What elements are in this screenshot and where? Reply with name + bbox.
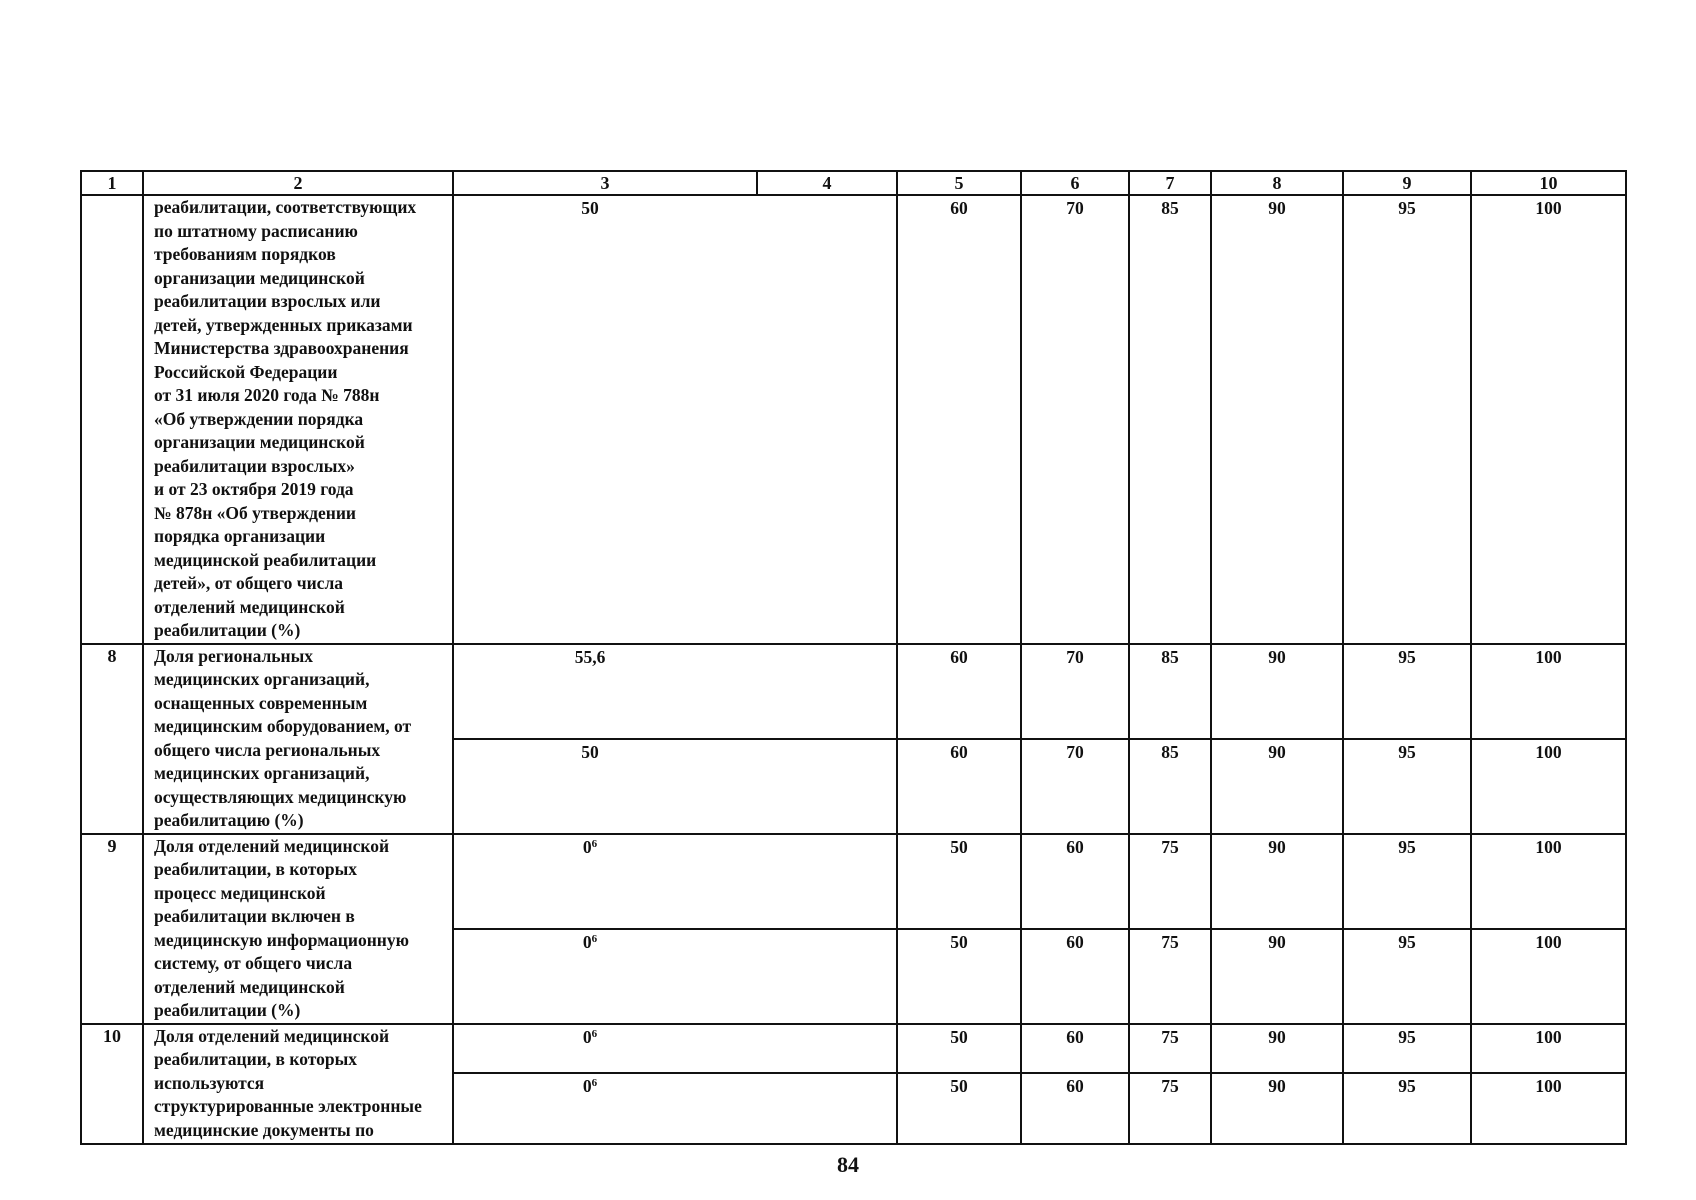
value-cell: 60 [1021, 929, 1129, 1024]
row-description [143, 834, 453, 1024]
description-line: организации медицинской [154, 432, 365, 452]
description-line: медицинским оборудованием, от [154, 716, 412, 736]
base-value: 0 [582, 931, 592, 952]
description-line: систему, от общего числа [154, 953, 353, 973]
header-cell: 9 [1343, 171, 1471, 195]
description-line: общего числа региональных [154, 739, 381, 760]
value-cell: 95 [1343, 644, 1471, 739]
description-line: «Об утверждении порядка [154, 408, 364, 429]
description-line: Российской Федерации [154, 361, 338, 382]
value-cell: 60 [1021, 834, 1129, 929]
row-description [143, 1024, 453, 1144]
table-row [81, 834, 1626, 929]
value-cell: 95 [1343, 834, 1471, 929]
value-cell: 95 [1343, 929, 1471, 1024]
description-line: Доля отделений медицинской [154, 1025, 390, 1046]
value-cell: 100 [1471, 929, 1626, 1024]
description-line: реабилитации включен в [154, 906, 355, 926]
footnote-mark: 6 [591, 837, 598, 850]
value-cell: 75 [1129, 1024, 1211, 1073]
description-line: от 31 июля 2020 года № 788н [154, 385, 380, 405]
header-cell: 3 [453, 171, 757, 195]
description-line: № 878н «Об утверждении [154, 502, 357, 523]
table-row [81, 644, 1626, 739]
header-cell: 7 [1129, 171, 1211, 195]
base-value: 50 [581, 741, 599, 762]
value-cell: 100 [1471, 834, 1626, 929]
header-cell: 4 [757, 171, 897, 195]
value-cell: 60 [1021, 1073, 1129, 1144]
value-cell: 100 [1471, 739, 1626, 834]
value-cell: 60 [897, 644, 1021, 739]
description-line: медицинской реабилитации [154, 549, 377, 570]
value-cell: 70 [1021, 644, 1129, 739]
row-number [81, 195, 143, 644]
header-cell: 1 [81, 171, 143, 195]
value-cell: 90 [1211, 195, 1343, 644]
description-line: реабилитацию (%) [154, 810, 304, 830]
base-value: 0 [582, 836, 592, 857]
description-line: по штатному расписанию [154, 220, 358, 241]
table-row [81, 195, 1626, 644]
description-line: Доля отделений медицинской [154, 835, 390, 856]
value-cell: 70 [1021, 739, 1129, 834]
row-number: 9 [81, 834, 143, 1024]
base-value-cell [453, 1024, 897, 1073]
description-line: осуществляющих медицинскую [154, 786, 407, 807]
footnote-mark: 6 [591, 932, 598, 945]
description-line: оснащенных современным [154, 692, 368, 713]
value-cell: 90 [1211, 1024, 1343, 1073]
value-cell: 85 [1129, 195, 1211, 644]
base-value: 0 [582, 1026, 592, 1047]
value-cell: 90 [1211, 644, 1343, 739]
description-line: реабилитации, в которых [154, 1049, 358, 1069]
value-cell: 95 [1343, 1024, 1471, 1073]
value-cell: 60 [1021, 1024, 1129, 1073]
base-value-cell [453, 644, 897, 739]
row-number: 8 [81, 644, 143, 834]
indicators-table [80, 170, 1627, 1145]
base-value-cell [453, 834, 897, 929]
base-value-cell [453, 1073, 897, 1144]
value-cell: 75 [1129, 929, 1211, 1024]
value-cell: 60 [897, 739, 1021, 834]
footnote-mark: 6 [591, 1027, 598, 1040]
description-line: реабилитации, соответствующих [154, 197, 417, 217]
value-cell: 100 [1471, 1024, 1626, 1073]
value-cell: 90 [1211, 1073, 1343, 1144]
header-cell: 6 [1021, 171, 1129, 195]
value-cell: 100 [1471, 1073, 1626, 1144]
description-line: организации медицинской [154, 267, 365, 288]
value-cell: 100 [1471, 195, 1626, 644]
value-cell: 50 [897, 1024, 1021, 1073]
description-line: медицинских организаций, [154, 669, 370, 689]
description-line: реабилитации (%) [154, 620, 301, 640]
description-line: медицинскую информационную [154, 929, 409, 950]
value-cell: 95 [1343, 739, 1471, 834]
description-line: порядка организации [154, 526, 326, 546]
value-cell: 70 [1021, 195, 1129, 644]
value-cell: 50 [897, 929, 1021, 1024]
description-line: структурированные электронные [154, 1096, 422, 1116]
header-cell: 5 [897, 171, 1021, 195]
value-cell: 50 [897, 1073, 1021, 1144]
description-line: Министерства здравоохранения [154, 338, 409, 358]
value-cell: 90 [1211, 739, 1343, 834]
description-line: отделений медицинской [154, 596, 345, 617]
base-value: 55,6 [574, 646, 606, 667]
table-row [81, 1024, 1626, 1073]
value-cell: 75 [1129, 834, 1211, 929]
row-number: 10 [81, 1024, 143, 1144]
value-cell: 95 [1343, 195, 1471, 644]
value-cell: 75 [1129, 1073, 1211, 1144]
description-line: реабилитации взрослых или [154, 291, 381, 311]
description-line: процесс медицинской [154, 882, 326, 903]
description-line: требованиям порядков [154, 244, 336, 264]
value-cell: 60 [897, 195, 1021, 644]
footnote-mark: 6 [591, 1076, 598, 1089]
base-value-cell [453, 739, 897, 834]
base-value-cell [453, 195, 897, 644]
description-line: и от 23 октября 2019 года [154, 479, 354, 499]
row-description [143, 195, 453, 644]
description-line: используются [154, 1072, 265, 1093]
base-value: 50 [581, 198, 599, 218]
description-line: реабилитации взрослых» [154, 455, 355, 476]
value-cell: 50 [897, 834, 1021, 929]
value-cell: 95 [1343, 1073, 1471, 1144]
value-cell: 90 [1211, 929, 1343, 1024]
header-cell: 10 [1471, 171, 1626, 195]
page-number: 84 [837, 1152, 859, 1177]
value-cell: 100 [1471, 644, 1626, 739]
value-cell: 85 [1129, 644, 1211, 739]
header-row [81, 171, 1626, 195]
value-cell: 85 [1129, 739, 1211, 834]
description-line: медицинские документы по [154, 1119, 374, 1140]
description-line: реабилитации, в которых [154, 859, 358, 879]
header-cell: 8 [1211, 171, 1343, 195]
description-line: детей», от общего числа [154, 573, 344, 593]
base-value-cell [453, 929, 897, 1024]
description-line: реабилитации (%) [154, 1000, 301, 1020]
value-cell: 90 [1211, 834, 1343, 929]
description-line: медицинских организаций, [154, 763, 370, 783]
header-cell: 2 [143, 171, 453, 195]
description-line: Доля региональных [154, 645, 314, 666]
row-description [143, 644, 453, 834]
base-value: 0 [582, 1075, 592, 1096]
description-line: детей, утвержденных приказами [154, 314, 413, 335]
description-line: отделений медицинской [154, 976, 345, 997]
